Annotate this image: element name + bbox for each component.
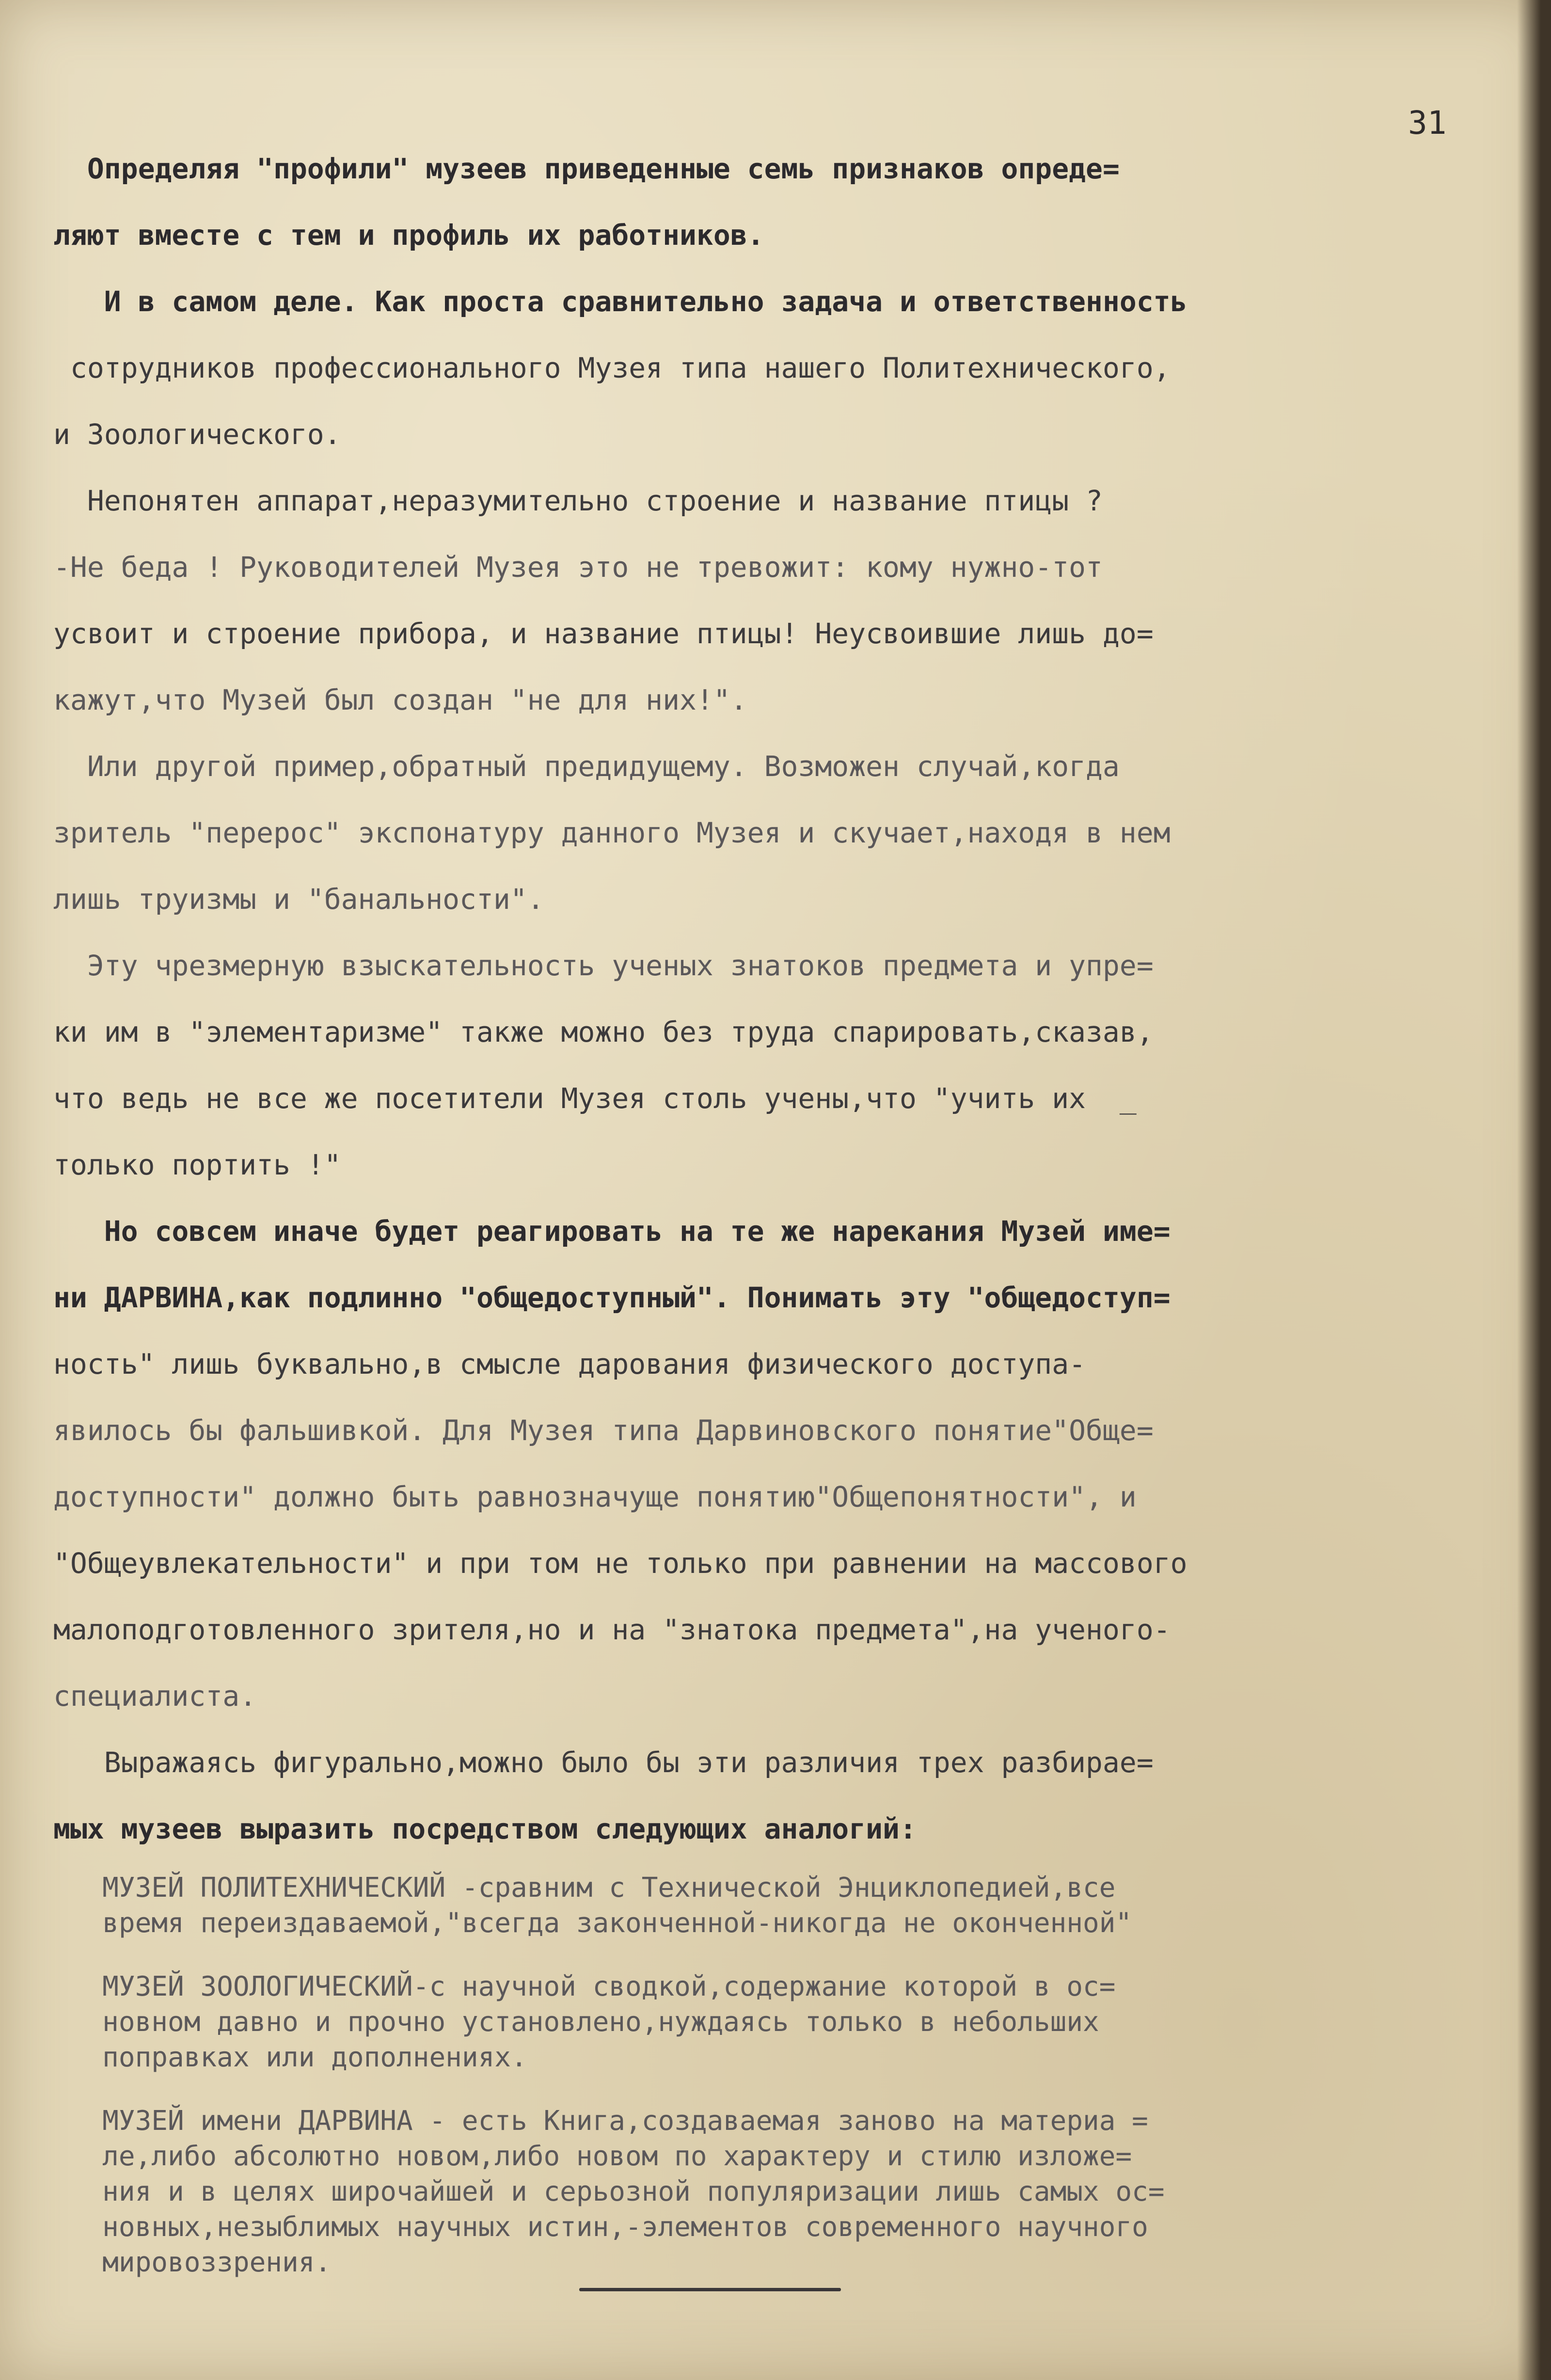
end-divider-line [579,2288,841,2291]
text-line: зритель "перерос" экспонатуру данного Музея и скучает,находя в нем [53,816,1171,849]
text-line: сотрудников профессионального Музея типа нашего Политехнического, [53,351,1171,384]
text-line: Определяя "профили" музеев приведенные семь признаков опреде= [53,152,1120,185]
paragraph [53,933,1488,1198]
page-number: 31 [1408,104,1447,142]
text-line: ни ДАРВИНА,как подлинно "общедоступный". Понимать эту "общедоступ= [53,1281,1171,1314]
text-line: ки им в "элементаризме" также можно без труда спарировать,сказав, [53,1015,1154,1048]
text-line: Эту чрезмерную взыскательность ученых знатоков предмета и упре= [53,949,1154,982]
text-line: ле,либо абсолютно новом,либо новом по характеру и стилю изложе= [53,2141,1132,2172]
text-line: ния и в целях широчайшей и серьозной популяризации лишь самых ос= [53,2176,1165,2207]
paragraph [53,468,1488,733]
text-line: явилось бы фальшивкой. Для Музея типа Дарвиновского понятие"Обще= [53,1414,1154,1447]
paragraph [53,733,1488,933]
analogy-polytechnic [53,1870,1488,1941]
analogy-zoological [53,1969,1488,2075]
text-line: что ведь не все же посетители Музея столь учены,что "учить их _ [53,1082,1137,1115]
text-line: и Зоологического. [53,418,341,451]
text-line: только портить !" [53,1148,341,1181]
text-line: малоподготовленного зрителя,но и на "знатока предмета",на ученого- [53,1613,1171,1646]
text-line: усвоит и строение прибора, и название птицы! Неусвоившие лишь до= [53,617,1154,650]
text-line: "Общеувлекательности" и при том не только при равнении на массового [53,1547,1187,1580]
text-line: лишь труизмы и "банальности". [53,883,544,916]
text-line: новных,незыблимых научных истин,-элементов современного научного [53,2211,1148,2243]
text-line: поправках или дополнениях. [53,2042,527,2073]
text-line: мых музеев выразить посредством следующих аналогий: [53,1812,917,1845]
text-line: новном давно и прочно установлено,нуждаясь только в небольших [53,2006,1099,2038]
page-edge-shadow [1517,0,1551,2380]
text-line: Или другой пример,обратный предидущему. Возможен случай,когда [53,750,1120,783]
text-line: ляют вместе с тем и профиль их работников. [53,219,764,252]
text-line: МУЗЕЙ ПОЛИТЕХНИЧЕСКИЙ -сравним с Технической Энциклопедией,все [53,1872,1116,1904]
text-line: МУЗЕЙ имени ДАРВИНА - есть Книга,создаваемая заново на материа = [53,2105,1148,2137]
text-line: время переиздаваемой,"всегда законченной-никогда не оконченной" [53,1907,1132,1939]
body-text [53,136,1488,2280]
analogy-darwin [53,2103,1488,2280]
paragraph [53,1198,1488,1729]
text-line: специалиста. [53,1680,257,1713]
paragraph [53,269,1488,468]
text-line: Непонятен аппарат,неразумительно строение и название птицы ? [53,484,1103,517]
text-line: Но совсем иначе будет реагировать на те же нарекания Музей име= [53,1215,1171,1248]
text-line: ность" лишь буквально,в смысле дарования физического доступа- [53,1348,1086,1380]
text-line: МУЗЕЙ ЗООЛОГИЧЕСКИЙ-с научной сводкой,содержание которой в ос= [53,1971,1116,2002]
paragraph [53,136,1488,269]
paragraph [53,1729,1488,1862]
text-line: -Не беда ! Руководителей Музея это не тревожит: кому нужно-тот [53,551,1103,584]
text-line: И в самом деле. Как проста сравнительно задача и ответственность [53,285,1187,318]
text-line: доступности" должно быть равнозначуще понятию"Общепонятности", и [53,1480,1137,1513]
text-line: мировоззрения. [53,2247,332,2278]
text-line: кажут,что Музей был создан "не для них!". [53,683,747,716]
text-line: Выражаясь фигурально,можно было бы эти различия трех разбирае= [53,1746,1154,1779]
